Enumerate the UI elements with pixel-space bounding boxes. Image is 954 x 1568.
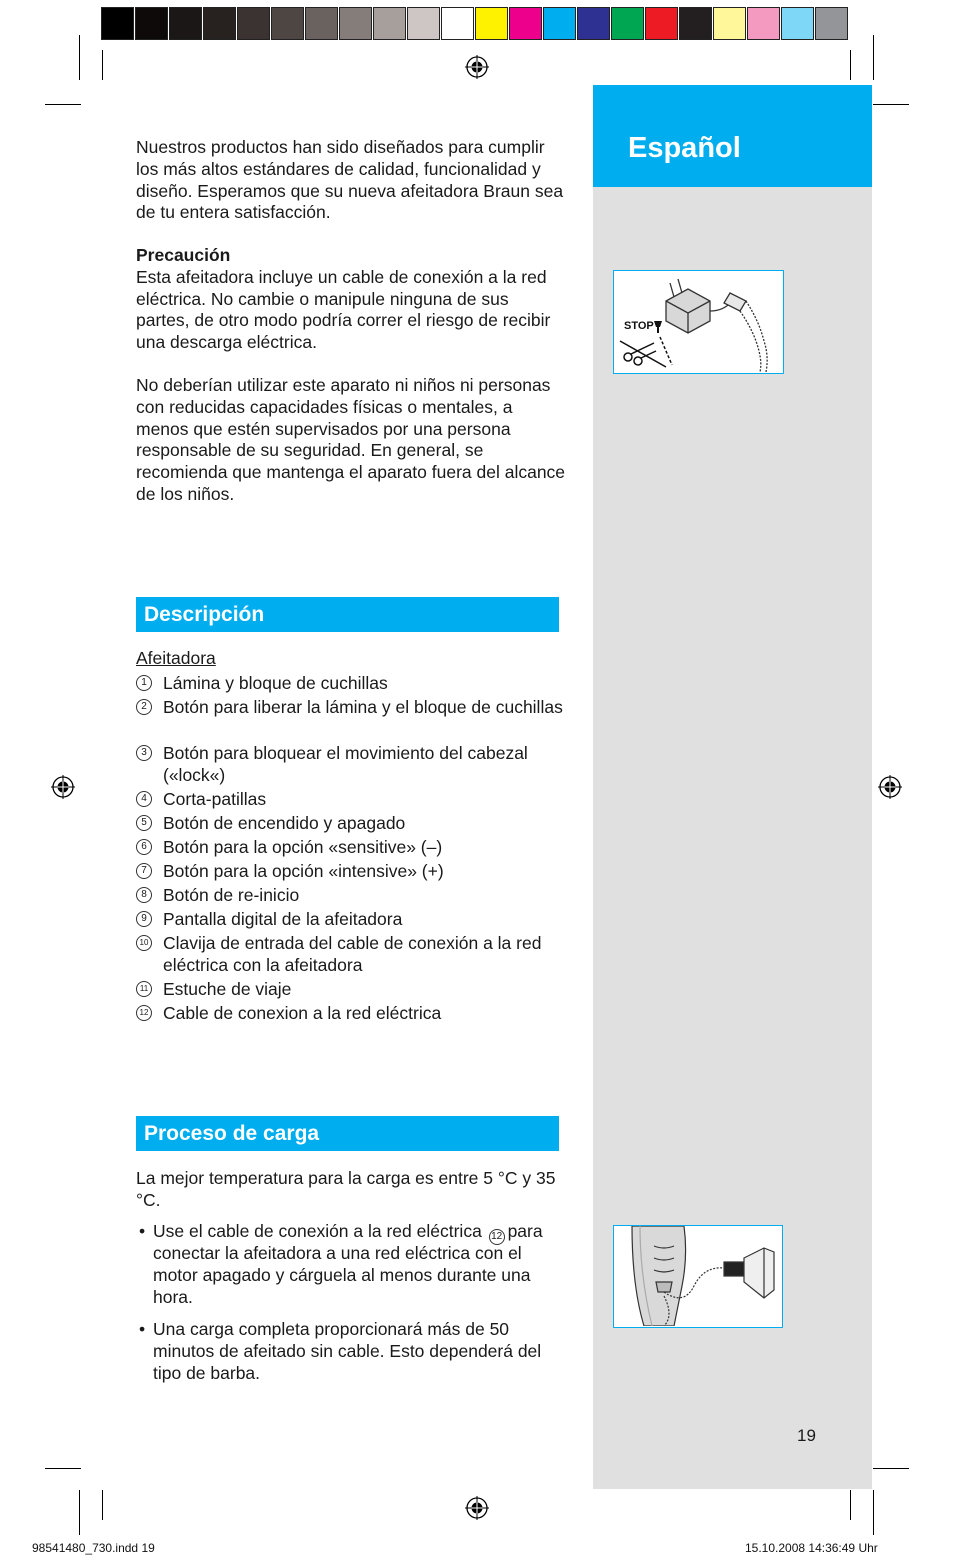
color-swatch xyxy=(305,7,338,40)
item-text: Botón para bloquear el movimiento del cabezal («lock«) xyxy=(163,743,528,785)
color-swatch xyxy=(747,7,780,40)
section-title: Descripción xyxy=(144,603,265,626)
item-number: 7 xyxy=(136,863,152,879)
section-header-charging xyxy=(136,1116,559,1151)
footer-filename: 98541480_730.indd 19 xyxy=(32,1541,155,1555)
item-number: 6 xyxy=(136,839,152,855)
color-swatch xyxy=(781,7,814,40)
crop-mark xyxy=(79,35,80,80)
item-text: Botón de re-inicio xyxy=(163,885,300,905)
intro-paragraph: Nuestros productos han sido diseñados para cumplir los más altos estándares de calidad, funcionalidad y diseño. Esperamos que su nueva afeitadora Braun sea de tu entera satisfacción. xyxy=(136,137,564,223)
list-item: • Una carga completa proporcionará más de 50 minutos de afeitado sin cable. Esto dependerá del tipo de barba. xyxy=(136,1319,566,1384)
item-text: Clavija de entrada del cable de conexión a la red eléctrica con la afeitadora xyxy=(163,933,542,975)
list-item xyxy=(136,697,566,719)
list-item xyxy=(136,933,566,977)
item-number: 4 xyxy=(136,791,152,807)
crop-mark xyxy=(79,1490,80,1535)
item-number: 3 xyxy=(136,745,152,761)
color-swatch xyxy=(577,7,610,40)
color-swatch xyxy=(509,7,542,40)
item-number: 5 xyxy=(136,815,152,831)
item-text: Lámina y bloque de cuchillas xyxy=(163,673,388,693)
color-swatch xyxy=(713,7,746,40)
color-swatch xyxy=(339,7,372,40)
registration-mark-icon xyxy=(878,775,902,799)
list-item xyxy=(136,885,566,907)
color-swatch xyxy=(135,7,168,40)
caution-text: Esta afeitadora incluye un cable de conexión a la red eléctrica. No cambie o manipule ninguna de sus partes, de otro modo podría correr el riesgo de recibir una descarga eléctrica. xyxy=(136,266,551,353)
color-swatch xyxy=(407,7,440,40)
crop-mark xyxy=(850,50,851,80)
item-text: Corta-patillas xyxy=(163,789,267,809)
list-item xyxy=(136,1003,566,1025)
color-swatch xyxy=(373,7,406,40)
color-swatch xyxy=(441,7,474,40)
bullet-text: Use el cable de conexión a la red eléctrica xyxy=(153,1221,482,1241)
crop-mark xyxy=(45,1468,81,1469)
footer-timestamp: 15.10.2008 14:36:49 Uhr xyxy=(745,1541,878,1555)
page-number: 19 xyxy=(797,1426,816,1445)
color-swatch xyxy=(645,7,678,40)
crop-mark xyxy=(873,35,874,80)
plug-illustration-icon xyxy=(614,271,782,372)
shaver-charging-illustration-icon xyxy=(614,1226,781,1326)
section-header-description xyxy=(136,597,559,632)
item-text: Cable de conexion a la red eléctrica xyxy=(163,1003,442,1023)
item-text: Botón para la opción «intensive» (+) xyxy=(163,861,444,881)
item-number: 12 xyxy=(136,1005,152,1021)
list-item xyxy=(136,979,566,1001)
list-item xyxy=(136,837,566,859)
list-item xyxy=(136,673,566,695)
color-swatch xyxy=(169,7,202,40)
stop-label: STOP xyxy=(624,320,654,332)
color-calibration-bar xyxy=(101,7,849,41)
list-item xyxy=(136,789,566,811)
color-swatch xyxy=(271,7,304,40)
color-swatch xyxy=(543,7,576,40)
subheading-shaver: Afeitadora xyxy=(136,648,216,668)
crop-mark xyxy=(45,104,81,105)
color-swatch xyxy=(203,7,236,40)
caution-block xyxy=(136,245,566,354)
item-number: 2 xyxy=(136,699,152,715)
color-swatch xyxy=(101,7,134,40)
item-number: 9 xyxy=(136,911,152,927)
item-number: 11 xyxy=(136,981,152,997)
item-text: Pantalla digital de la afeitadora xyxy=(163,909,403,929)
figure-plug-warning xyxy=(613,270,784,374)
crop-mark xyxy=(102,50,103,80)
color-swatch xyxy=(815,7,848,40)
list-item xyxy=(136,909,566,931)
bullet-text: Una carga completa proporcionará más de 50 minutos de afeitado sin cable. Esto dependerá del tipo de barba. xyxy=(153,1319,542,1383)
language-title: Español xyxy=(628,132,741,164)
list-item xyxy=(136,813,566,835)
children-warning: No deberían utilizar este aparato ni niños ni personas con reducidas capacidades físicas o mentales, a menos que estén supervisados por una persona responsable de su seguridad. En general, se recomienda que mantenga el aparato fuera del alcance de los niños. xyxy=(136,375,566,504)
registration-mark-icon xyxy=(51,775,75,799)
color-swatch xyxy=(475,7,508,40)
color-swatch xyxy=(679,7,712,40)
item-number: 1 xyxy=(136,675,152,691)
registration-mark-icon xyxy=(465,1496,489,1520)
item-text: Botón de encendido y apagado xyxy=(163,813,406,833)
bullet-text: para conectar la afeitadora a una red eléctrica con el motor apagado y cárguela al menos durante una hora. xyxy=(153,1221,543,1307)
item-text: Botón para la opción «sensitive» (–) xyxy=(163,837,443,857)
section-title: Proceso de carga xyxy=(144,1122,320,1145)
list-item xyxy=(136,861,566,883)
item-number: 12 xyxy=(489,1229,505,1245)
crop-mark xyxy=(873,1490,874,1535)
registration-mark-icon xyxy=(465,55,489,79)
color-swatch xyxy=(611,7,644,40)
crop-mark xyxy=(873,104,909,105)
figure-charging xyxy=(613,1225,783,1328)
crop-mark xyxy=(873,1468,909,1469)
item-number: 10 xyxy=(136,935,152,951)
item-number: 8 xyxy=(136,887,152,903)
list-item xyxy=(136,743,566,787)
crop-mark xyxy=(850,1490,851,1520)
color-swatch xyxy=(237,7,270,40)
list-item: • Use el cable de conexión a la red eléctrica 12 para conectar la afeitadora a una red eléctrica con el motor apagado y cárguela al menos durante una hora. xyxy=(139,1221,543,1307)
caution-heading: Precaución xyxy=(136,245,231,265)
crop-mark xyxy=(102,1490,103,1520)
item-text: Estuche de viaje xyxy=(163,979,292,999)
charging-temperature: La mejor temperatura para la carga es entre 5 °C y 35 °C. xyxy=(136,1168,556,1210)
item-text: Botón para liberar la lámina y el bloque de cuchillas xyxy=(163,697,563,717)
